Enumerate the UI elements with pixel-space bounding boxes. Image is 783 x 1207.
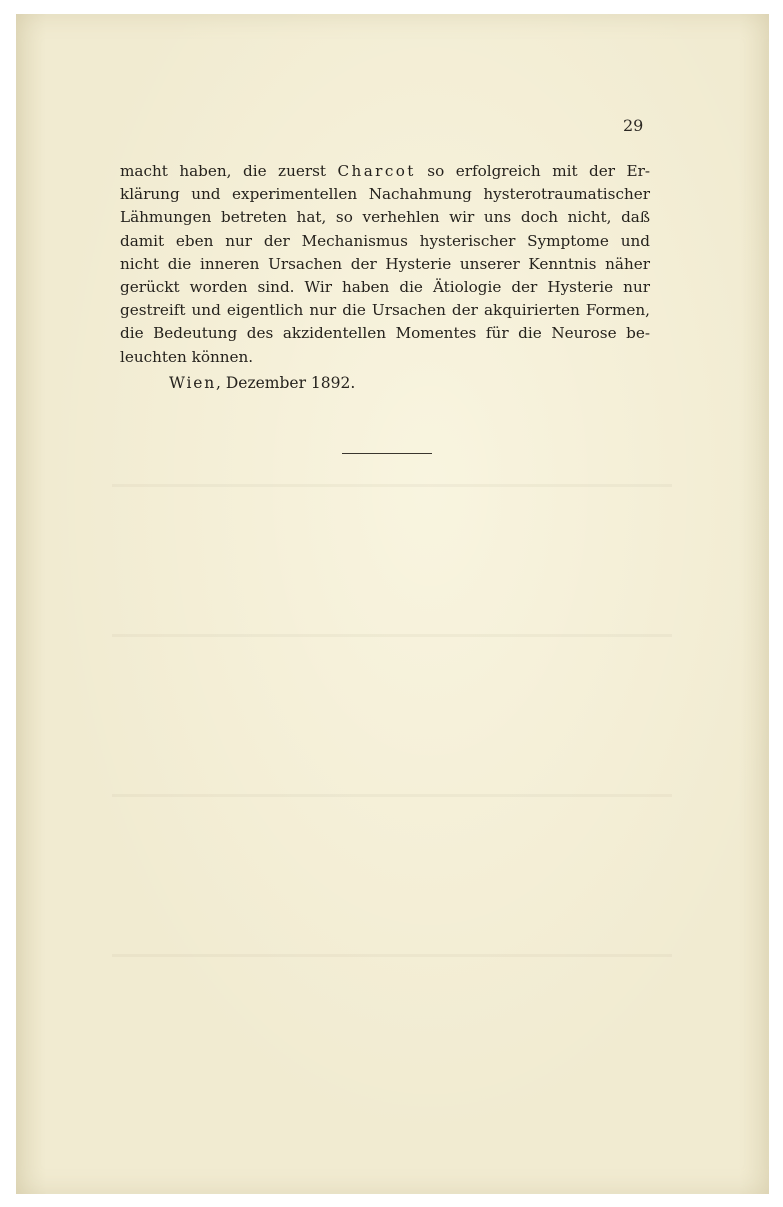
paragraph-line-1 xyxy=(120,160,650,183)
line-1-before: macht haben, die zuerst xyxy=(120,162,338,180)
author-name-charcot: Charcot xyxy=(337,162,416,180)
line-1-after: so erfolgreich mit der Er- xyxy=(415,162,651,180)
show-through-shade xyxy=(112,634,672,637)
show-through-shade xyxy=(112,484,672,487)
show-through-shade xyxy=(112,954,672,957)
show-through-shade xyxy=(112,794,672,797)
paragraph-line-8: die Bedeutung des akzidentellen Momentes für die Neurose be- xyxy=(120,324,650,343)
book-page xyxy=(16,14,769,1194)
paragraph-line-7: gestreift und eigentlich nur die Ursachen der akquirierten Formen, xyxy=(120,301,650,320)
body-paragraph xyxy=(120,160,650,369)
signature-place: Wien xyxy=(169,374,216,392)
paragraph-line-6: gerückt worden sind. Wir haben die Ätiologie der Hysterie nur xyxy=(120,278,650,297)
signature-date: , Dezember 1892. xyxy=(215,374,356,392)
paragraph-line-2: klärung und experimentellen Nachahmung hysterotraumatischer xyxy=(120,185,650,204)
section-divider-rule xyxy=(342,453,432,454)
paragraph-line-5: nicht die inneren Ursachen der Hysterie unserer Kenntnis näher xyxy=(120,254,650,273)
paragraph-line-3: Lähmungen betreten hat, so verhehlen wir uns doch nicht, daß xyxy=(120,208,650,227)
paragraph-line-4: damit eben nur der Mechanismus hysterischer Symptome und xyxy=(120,231,650,250)
paragraph-line-9: leuchten können. xyxy=(120,347,254,366)
page-number: 29 xyxy=(623,116,644,135)
place-and-date xyxy=(169,374,355,392)
